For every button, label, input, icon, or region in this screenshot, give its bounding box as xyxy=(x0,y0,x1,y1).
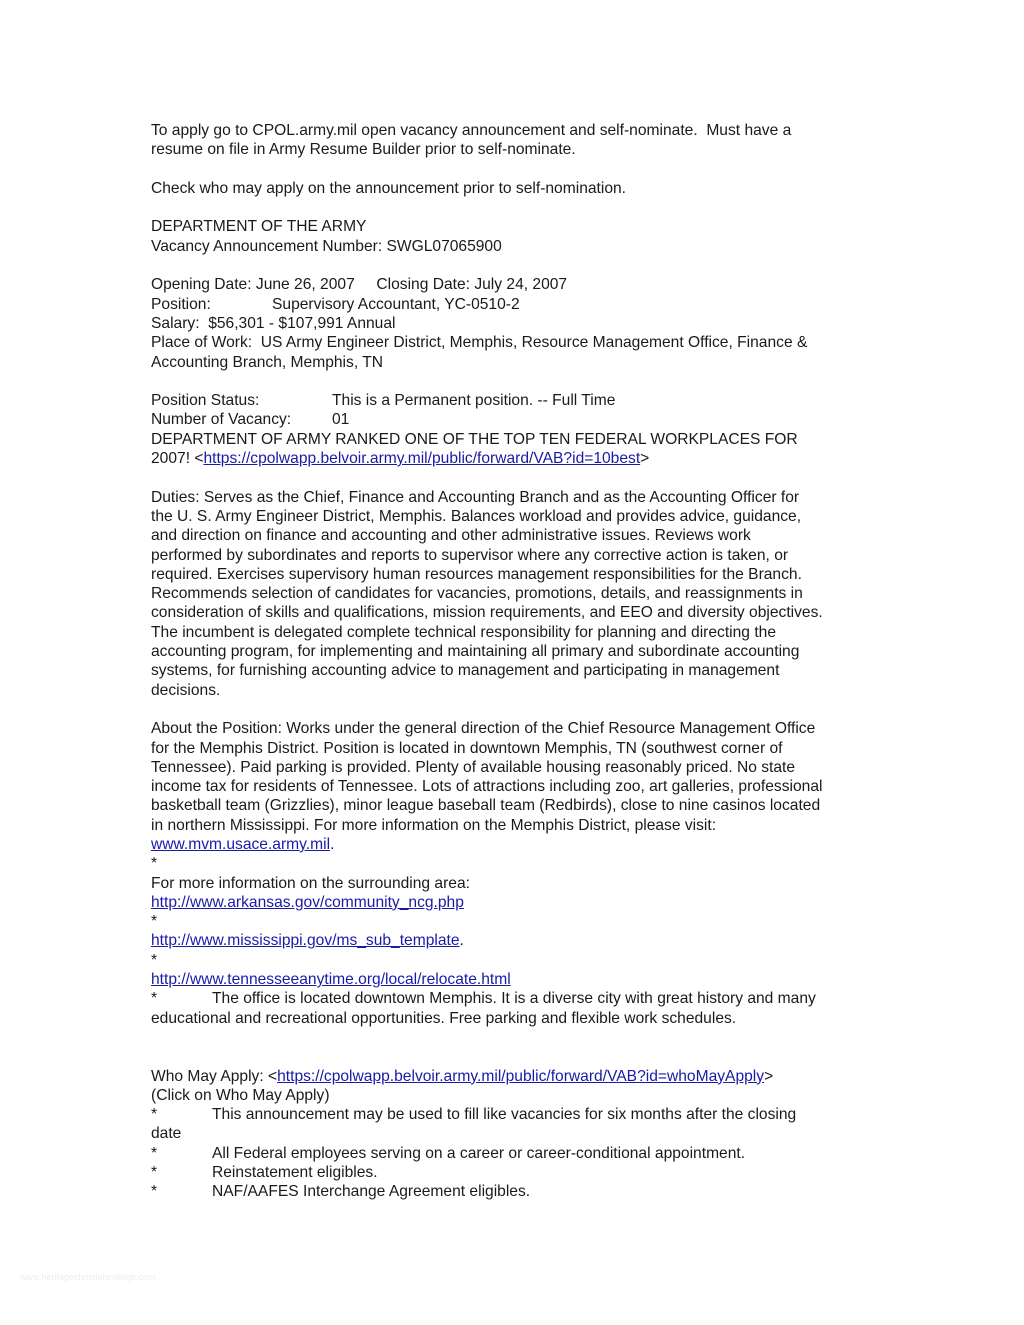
click-hint: (Click on Who May Apply) xyxy=(151,1086,330,1104)
intro-line-2: resume on file in Army Resume Builder prior to self-nominate. xyxy=(151,141,576,159)
about-line: for the Memphis District. Position is located in downtown Memphis, TN (southwest corner of xyxy=(151,739,783,757)
position-row xyxy=(151,295,891,314)
position-status-label: Position Status: xyxy=(151,392,260,410)
mvm-link[interactable]: www.mvm.usace.army.mil xyxy=(151,835,331,853)
mvm-suffix: . xyxy=(330,835,335,853)
who-may-apply-row xyxy=(151,1067,891,1086)
bullet-row xyxy=(151,1163,891,1182)
place-of-work-line-2: Accounting Branch, Memphis, TN xyxy=(151,353,383,371)
salary-text: Salary: $56,301 - $107,991 Annual xyxy=(151,314,396,332)
bullet-text: Reinstatement eligibles. xyxy=(212,1164,378,1182)
asterisk: * xyxy=(151,1144,158,1162)
asterisk: * xyxy=(151,1164,158,1182)
department-title: DEPARTMENT OF THE ARMY xyxy=(151,218,367,236)
bullet-row xyxy=(151,1144,891,1163)
position-label: Position: xyxy=(151,295,211,313)
duties-line: Duties: Serves as the Chief, Finance and Accounting Branch and as the Accounting Officer for xyxy=(151,488,800,506)
arkansas-row xyxy=(151,893,891,912)
duties-section xyxy=(151,488,891,700)
position-value: Supervisory Accountant, YC-0510-2 xyxy=(272,295,520,313)
surrounding-area-text: For more information on the surrounding area: xyxy=(151,874,470,892)
bullet-row xyxy=(151,1105,891,1124)
check-apply-text: Check who may apply on the announcement prior to self-nomination. xyxy=(151,179,627,197)
opening-closing-dates: Opening Date: June 26, 2007 Closing Date: July 24, 2007 xyxy=(151,276,568,294)
arkansas-link[interactable]: http://www.arkansas.gov/community_ncg.php xyxy=(151,893,464,911)
bullet-text: This announcement may be used to fill like vacancies for six months after the closing xyxy=(212,1106,797,1124)
watermark-text: www.heritagechristiancollege.com xyxy=(20,1272,156,1282)
who-may-apply-section xyxy=(151,1067,891,1202)
number-of-vacancy-value: 01 xyxy=(332,411,350,429)
tennessee-row xyxy=(151,970,891,989)
duties-line: required. Exercises supervisory human resources management responsibilities for the Branch. xyxy=(151,565,802,583)
ranked-line-2 xyxy=(151,449,891,468)
duties-line: The incumbent is delegated complete technical responsibility for planning and directing the xyxy=(151,623,776,641)
duties-line: decisions. xyxy=(151,681,221,699)
about-line: income tax for residents of Tennessee. Lots of attractions including zoo, art galleries, professional xyxy=(151,778,823,796)
duties-line: consideration of skills and qualifications, mission requirements, and EEO and diversity objectives. xyxy=(151,604,823,622)
asterisk: * xyxy=(151,913,158,931)
number-of-vacancy-label: Number of Vacancy: xyxy=(151,411,292,429)
ranked-line-1: DEPARTMENT OF ARMY RANKED ONE OF THE TOP TEN FEDERAL WORKPLACES FOR xyxy=(151,430,798,448)
intro-line-1: To apply go to CPOL.army.mil open vacancy announcement and self-nominate. Must have a xyxy=(151,122,792,139)
about-line: in northern Mississippi. For more information on the Memphis District, please visit: xyxy=(151,816,717,834)
top-ten-link[interactable]: https://cpolwapp.belvoir.army.mil/public/forward/VAB?id=10best xyxy=(203,450,641,468)
asterisk: * xyxy=(151,951,158,969)
ranked-prefix: 2007! < xyxy=(151,450,204,468)
asterisk: * xyxy=(151,1106,158,1124)
asterisk: * xyxy=(151,1183,158,1201)
who-may-apply-link[interactable]: https://cpolwapp.belvoir.army.mil/public/forward/VAB?id=whoMayApply xyxy=(277,1067,765,1085)
position-status-value: This is a Permanent position. -- Full Time xyxy=(332,392,616,410)
mississippi-suffix: . xyxy=(459,932,464,950)
who-prefix: Who May Apply: < xyxy=(151,1067,278,1085)
about-line: About the Position: Works under the general direction of the Chief Resource Management Office xyxy=(151,720,816,738)
bullet-text: NAF/AAFES Interchange Agreement eligibles. xyxy=(212,1183,531,1201)
office-line-1: The office is located downtown Memphis. It is a diverse city with great history and many xyxy=(212,990,816,1008)
about-line: Tennessee). Paid parking is provided. Plenty of available housing reasonably priced. No state xyxy=(151,758,796,776)
duties-line: the U. S. Army Engineer District, Memphis. Balances workload and provides advice, guidance, xyxy=(151,507,802,525)
asterisk: * xyxy=(151,990,158,1008)
number-of-vacancy-row xyxy=(151,410,891,429)
mississippi-link[interactable]: http://www.mississippi.gov/ms_sub_template xyxy=(151,932,460,950)
document-page xyxy=(151,121,891,1202)
duties-line: Recommends selection of candidates for vacancies, promotions, details, and reassignments in xyxy=(151,585,803,603)
tennessee-link[interactable]: http://www.tennesseeanytime.org/local/relocate.html xyxy=(151,971,511,989)
duties-line: and direction on finance and accounting and other administrative issues. Reviews work xyxy=(151,527,751,545)
bullet-text: All Federal employees serving on a career or career-conditional appointment. xyxy=(212,1144,746,1162)
status-section xyxy=(151,391,891,468)
office-line-2: educational and recreational opportunities. Free parking and flexible work schedules. xyxy=(151,1009,737,1027)
ranked-suffix: > xyxy=(640,450,650,468)
bullet-row xyxy=(151,1182,891,1201)
mississippi-row xyxy=(151,931,891,950)
duties-line: performed by subordinates and reports to supervisor where any corrective action is taken, or xyxy=(151,546,789,564)
who-suffix: > xyxy=(764,1067,774,1085)
office-row xyxy=(151,989,891,1008)
asterisk: * xyxy=(151,855,158,873)
place-of-work-line-1: Place of Work: US Army Engineer District, Memphis, Resource Management Office, Finance & xyxy=(151,334,808,352)
position-status-row xyxy=(151,391,891,410)
about-line: basketball team (Grizzlies), minor league baseball team (Redbirds), close to nine casinos located xyxy=(151,797,821,815)
details-section xyxy=(151,275,891,371)
vacancy-announcement-number: Vacancy Announcement Number: SWGL07065900 xyxy=(151,237,502,255)
duties-line: systems, for furnishing accounting advice to management and participating in management xyxy=(151,662,780,680)
about-section xyxy=(151,719,891,1028)
bullet-text-continued: date xyxy=(151,1125,182,1143)
duties-line: accounting program, for implementing and maintaining all primary and subordinate accounting xyxy=(151,643,800,661)
mvm-row xyxy=(151,835,891,854)
intro-section xyxy=(151,121,891,160)
header-section xyxy=(151,217,891,256)
